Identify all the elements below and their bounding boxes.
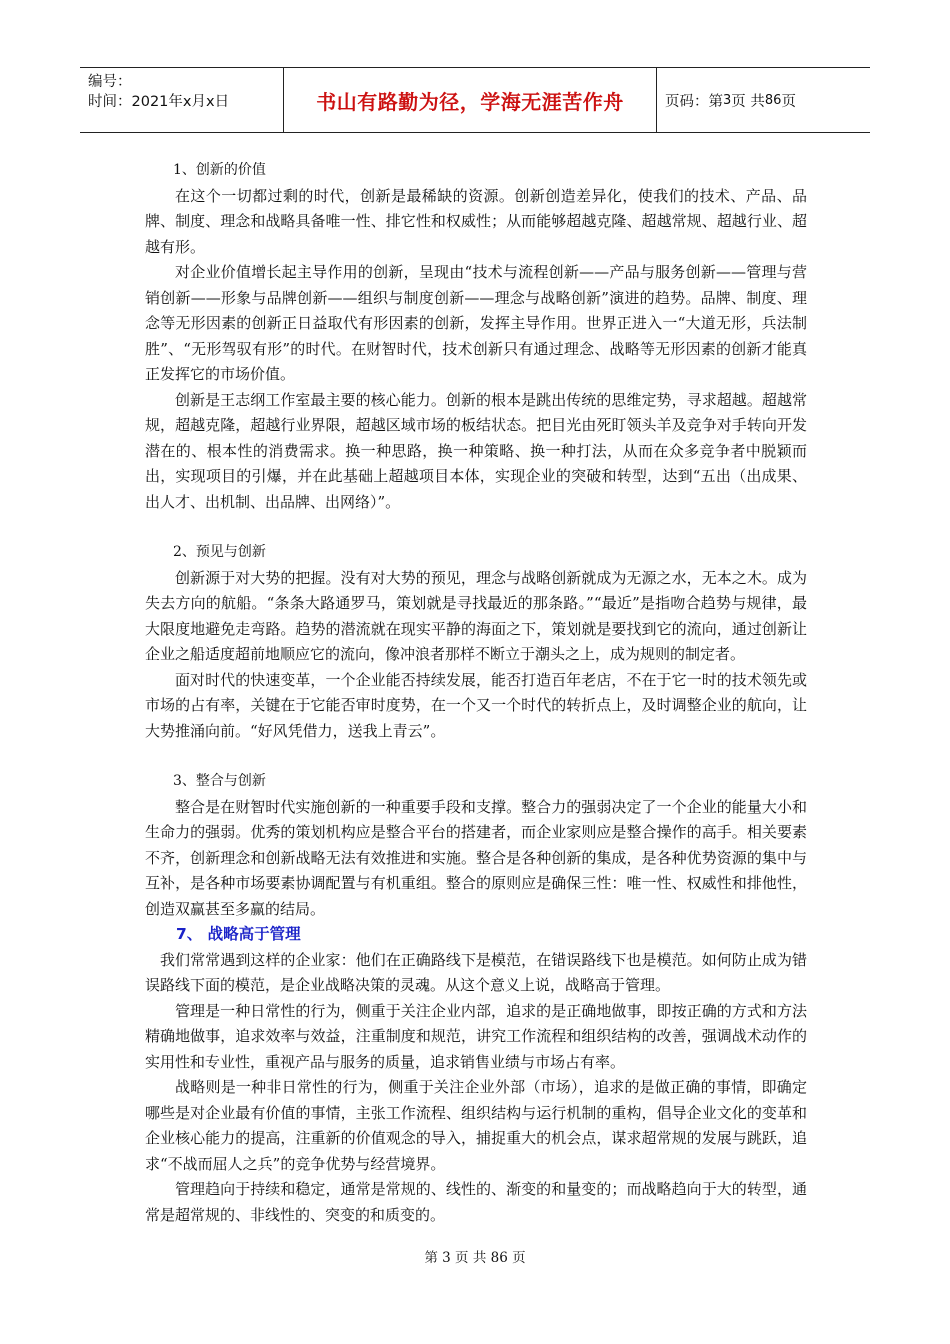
page-label-suffix: 页: [781, 93, 796, 110]
document-date-label: 时间：2021年x月x日: [88, 94, 230, 110]
page-label-prefix: 页码：第: [665, 93, 723, 110]
header-motto: 书山有路勤为径，学海无涯苦作舟: [284, 68, 657, 132]
section-1-paragraph-2: 对企业价值增长起主导作用的创新，呈现由“技术与流程创新——产品与服务创新——管理与营销创新——形象与品牌创新——组织与制度创新——理念与战略创新”演进的趋势。品牌、制度、理念等无形因素的创新正日益取代有形因素的创新，发挥主导作用。世界正进入一“大道无形，兵法制胜”、“无形驾驭有形”的时代。在财智时代，技术创新只有通过理念、战略等无形因素的创新才能真正发挥它的市场价值。: [145, 263, 807, 383]
header-meta: [80, 68, 284, 132]
section-7-paragraph-2: 管理是一种日常性的行为，侧重于关注企业内部，追求的是正确地做事，即按正确的方式和方法精确地做事，追求效率与效益，注重制度和规范，讲究工作流程和组织结构的改善，强调战术动作的实用性和专业性，重视产品与服务的质量，追求销售业绩与市场占有率。: [145, 1001, 807, 1071]
page-current: 3: [723, 92, 732, 108]
section-7-title: 7、 战略高于管理: [176, 925, 301, 943]
page-total: 86: [764, 92, 782, 108]
spacer: [145, 744, 807, 769]
section-2-title: 2、预见与创新: [173, 544, 266, 560]
page-header: [80, 67, 870, 133]
section-2-paragraph-1: 创新源于对大势的把握。没有对大势的预见，理念与战略创新就成为无源之水，无本之木。成为失去方向的航船。“条条大路通罗马，策划就是寻找最近的那条路。”“最近”是指吻合趋势与规律，最大限度地避免走弯路。趋势的潜流就在现实平静的海面之下，策划就是要找到它的流向，通过创新让企业之船适度超前地顺应它的流向，像冲浪者那样不断立于潮头之上，成为规则的制定者。: [145, 568, 807, 663]
section-3-paragraph-1: 整合是在财智时代实施创新的一种重要手段和支撑。整合力的强弱决定了一个企业的能量大小和生命力的强弱。优秀的策划机构应是整合平台的搭建者，而企业家则应是整合操作的高手。相关要素不齐，创新理念和创新战略无法有效推进和实施。整合是各种创新的集成，是各种优势资源的集中与互补，是各种市场要素协调配置与有机重组。整合的原则应是确保三性：唯一性、权威性和排他性，创造双赢甚至多赢的结局。: [145, 797, 807, 918]
page-footer: 第 3 页 共 86 页: [424, 1250, 526, 1266]
page-label-mid: 页 共: [731, 93, 765, 110]
section-1-paragraph-3: 创新是王志纲工作室最主要的核心能力。创新的根本是跳出传统的思维定势，寻求超越。超越常规，超越克隆，超越行业界限，超越区域市场的板结状态。把目光由死盯领头羊及竞争对手转向开发潜在的、根本性的消费需求。换一种思路，换一种策略、换一种打法，从而在众多竞争者中脱颖而出，实现项目的引爆，并在此基础上超越项目本体，实现企业的突破和转型，达到“五出（出成果、出人才、出机制、出品牌、出网络）”。: [145, 390, 807, 511]
section-7-paragraph-3: 战略则是一种非日常性的行为，侧重于关注企业外部（市场），追求的是做正确的事情，即确定哪些是对企业最有价值的事情，主张工作流程、组织结构与运行机制的重构，倡导企业文化的变革和企业核心能力的提高，注重新的价值观念的导入，捕捉重大的机会点，谋求超常规的发展与跳跃，追求“不战而屈人之兵”的竞争优势与经营境界。: [145, 1078, 807, 1173]
document-body: [145, 158, 807, 1228]
section-1-paragraph-1: 在这个一切都过剩的时代，创新是最稀缺的资源。创新创造差异化，使我们的技术、产品、品牌、制度、理念和战略具备唯一性、排它性和权威性；从而能够超越克隆、超越常规、超越行业、超越有形。: [145, 186, 807, 256]
header-page-info: [657, 68, 870, 132]
section-2-paragraph-2: 面对时代的快速变革，一个企业能否持续发展，能否打造百年老店，不在于它一时的技术领先或市场的占有率，关键在于它能否审时度势，在一个又一个时代的转折点上，及时调整企业的航向，让大势推涌向前。“好风凭借力，送我上青云”。: [145, 670, 807, 740]
section-7-paragraph-4: 管理趋向于持续和稳定，通常是常规的、线性的、渐变的和量变的；而战略趋向于大的转型，通常是超常规的、非线性的、突变的和质变的。: [145, 1180, 807, 1224]
spacer: [145, 515, 807, 540]
section-7-paragraph-1: 我们常常遇到这样的企业家：他们在正确路线下是模范，在错误路线下也是模范。如何防止成为错误路线下面的模范，是企业战略决策的灵魂。从这个意义上说，战略高于管理。: [145, 950, 807, 994]
document-number-label: 编号：: [88, 74, 132, 90]
section-3-title: 3、整合与创新: [173, 773, 266, 789]
section-1-title: 1、创新的价值: [173, 162, 266, 178]
